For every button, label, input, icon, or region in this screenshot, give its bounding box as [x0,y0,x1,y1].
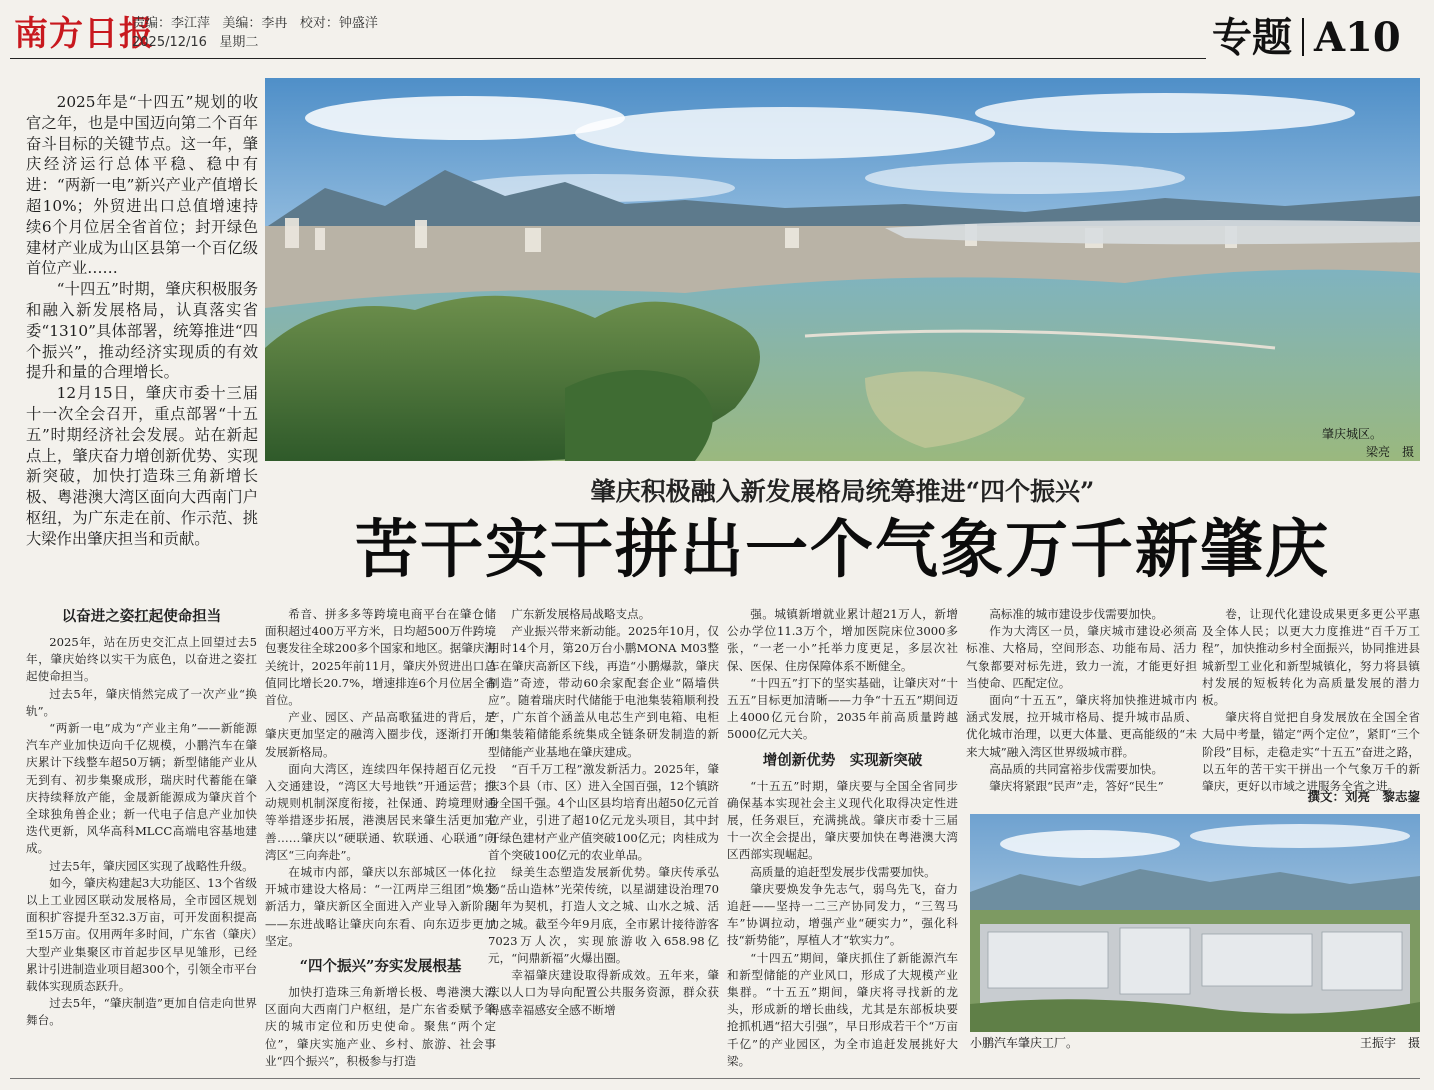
body-paragraph: 2025年，站在历史交汇点上回望过去5年，肇庆始终以实干为底色，以奋进之姿扛起使命担当。 [26,635,257,684]
body-paragraph: “十四五”打下的坚实基础，让肇庆对“十五五”目标更加清晰——力争“十五五”期间迈上4000亿元台阶，2035年前高质量跨越5000亿元大关。 [727,675,958,742]
article-byline: 撰文：刘亮 黎志鋆 [1307,789,1420,804]
body-paragraph: 高质量的追赶型发展步伐需要加快。 [750,864,936,879]
factory-caption [970,1034,1420,1052]
newspaper-logo: 南方日报 [14,14,154,54]
section-heading: “四个振兴”夯实发展根基 [299,958,462,976]
date-line [132,33,378,52]
body-paragraph: 作为大湾区一员，肇庆城市建设必须高标准、大格局，空间形态、功能布局、活力气象都要对标先进，致力一流，才能更好担当使命、匹配定位。 [966,624,1197,690]
article-column-5 [966,606,1197,806]
article-column-2 [265,606,496,1070]
body-paragraph: 过去5年，“肇庆制造”更加自信走向世界舞台。 [26,996,257,1028]
body-paragraph: 过去5年，肇庆悄然完成了一次产业“换轨”。 [26,686,257,718]
body-paragraph: 加快打造珠三角新增长极、粤港澳大湾区面向大西南门户枢纽，是广东省委赋予肇庆的城市定位和历史使命。聚焦“两个定位”，肇庆实施产业、乡村、旅游、社会事业“四个振兴”，积极参与打造 [265,985,496,1068]
section-name: 专题 [1212,14,1292,61]
factory-photo [970,814,1420,1032]
lead-paragraph: “十四五”时期，肇庆积极服务和融入新发展格局，认真落实省委“1310”具体部署，统筹推进“四个振兴”，推动经济实现质的有效提升和量的合理增长。 [26,280,258,382]
factory-caption-text: 小鹏汽车肇庆工厂。 [970,1036,1079,1050]
body-paragraph: 过去5年，肇庆园区实现了战略性升级。 [49,858,254,873]
section-label [1212,14,1401,62]
body-paragraph: 绿美生态塑造发展新优势。肇庆传承弘扬“岳山造林”光荣传统，以星湖建设治理70周年为契机，打造人文之城、山水之城、活力之城。截至今年9月底，全市累计接待游客7023万人次，实现旅游收入658.98亿元，“问鼎新福”火爆出圈。 [488,865,719,966]
factory-caption-credit: 王振宇 摄 [1359,1036,1420,1050]
masthead-rule [10,58,1206,59]
section-heading: 增创新优势 实现新突破 [762,751,923,769]
proofreader: 校对：钟盛洋 [299,16,378,31]
article-column-6 [1202,606,1420,806]
page-number: A10 [1314,14,1401,61]
art-editor: 美编：李冉 [222,16,288,31]
section-divider [1302,18,1304,56]
body-paragraph: 如今，肇庆构建起3大功能区、13个省级以上工业园区联动发展格局，全市园区规划面积扩容提升至32.3万亩，可开发面积提高至15万亩。仅用两年多时间，广东省（肇庆）大型产业集聚区市首起步区早见雏形，已经累计引进制造业项目超300个，引领全市平台载体实现质态跃升。 [26,875,257,994]
hero-caption [1322,425,1414,461]
issue-date: 2025/12/16 [132,35,207,50]
body-paragraph: 高标准的城市建设步伐需要加快。 [989,607,1164,621]
staff-line [132,14,378,33]
body-paragraph: “十五五”时期，肇庆要与全国全省同步确保基本实现社会主义现代化取得决定性进展，任务艰巨，充满挑战。肇庆市委十三届十一次全会提出，肇庆要加快在粤港澳大湾区西部实现崛起。 [727,778,958,862]
editor: 责编：李江萍 [132,16,211,31]
body-paragraph: “两新一电”成为“产业主角”——新能源汽车产业加快迈向千亿规模，小鹏汽车在肇庆累计下线整车超50万辆；新型储能产业从无到有、初步集聚成形，瑞庆时代蓄能在肇庆持续释放产能，金晟新能源成为肇庆首个全球独角兽企业；新一代电子信息产业加快迭代更新，风华高科MLCC高端电容基地建成。 [26,721,257,856]
body-paragraph: 面向“十五五”，肇庆将加快推进城市内涵式发展，拉开城市格局、提升城市品质、优化城市治理，以更大体量、更高能级的“未来大城”融入湾区世界级城市群。 [966,693,1197,759]
article-column-4 [727,606,958,1070]
sub-headline: 肇庆积极融入新发展格局统筹推进“四个振兴” [590,477,1095,506]
body-paragraph: 肇庆将紧跟“民声”走，答好“民生” [989,779,1164,794]
article-column-1 [26,606,257,1030]
body-paragraph: 产业、园区、产品高歌猛进的背后，是肇庆更加坚定的融湾入圈步伐，逐渐打开的发展新格局。 [265,710,496,759]
lead-paragraph: 12月15日，肇庆市委十三届十一次全会召开，重点部署“十五五”时期经济社会发展。站在新起点上，肇庆奋力增创新优势、实现新突破，加快打造珠三角新增长极、粤港澳大湾区面向大西南门户枢纽，为广东走在前、作示范、挑大梁作出肇庆担当和贡献。 [26,384,258,548]
body-paragraph: 面向大湾区，连续四年保持超百亿元投入交通建设，“湾区大号地铁”开通运营；推动规则机制深度衔接，社保通、跨境理财通等举措逐步拓展，港澳居民来肇生活更加完善……肇庆以“硬联通、软联通、心联通”向湾区“三向奔赴”。 [265,761,496,862]
main-headline: 苦干实干拼出一个气象万千新肇庆 [355,512,1330,586]
hero-caption-credit: 梁亮 摄 [1366,445,1415,459]
body-paragraph: “十四五”期间，肇庆抓住了新能源汽车和新型储能的产业风口，形成了大规模产业集群。“十五五”期间，肇庆将寻找新的龙头，形成新的增长曲线，尤其是东部板块要抢抓机遇“招大引强”，早日形成若干个“万亩千亿”的产业园区，为全市追赶发展挑好大梁。 [727,950,958,1068]
body-paragraph: 在城市内部，肇庆以东部城区一体化拉开城市建设大格局：“一江两岸三组团”焕发新活力，肇庆新区全面进入产业导入新阶段——东进战略让肇庆向东看、向东迈步更加坚定。 [265,865,496,948]
body-paragraph: 广东新发展格局战略支点。 [511,607,651,621]
page-bottom-rule [10,1078,1420,1079]
section-heading: 以奋进之姿扛起使命担当 [61,608,222,625]
lead-text [26,92,258,550]
body-paragraph: 强。城镇新增就业累计超21万人，新增公办学位11.3万个，增加医院床位3000多张，“一老一小”托举力度更足，多层次社保、医保、住房保障体系不断健全。 [727,607,958,673]
hero-photo [265,78,1420,461]
lead-paragraph: 2025年是“十四五”规划的收官之年，也是中国迈向第二个百年奋斗目标的关键节点。这一年，肇庆经济运行总体平稳、稳中有进：“两新一电”新兴产业产值增长超10%；外贸进出口总值增速持续6个月位居全省首位；封开绿色建材产业成为山区县第一个百亿级首位产业…… [26,93,258,278]
hero-caption-text: 肇庆城区。 [1322,427,1383,441]
body-paragraph: “百千万工程”激发新活力。2025年，肇庆3个县（市、区）进入全国百强，12个镇跻身全国千强。4个山区县均培育出超50亿元首位产业，引进了超10亿元龙头项目，其中封开绿色建材产业产值突破100亿元；肉桂成为首个突破100亿元的农业单品。 [488,761,719,862]
article-column-3 [488,606,719,1019]
body-paragraph: 产业振兴带来新动能。2025年10月，仅用时14个月，第20万台小鹏MONA M03整车在肇庆高新区下线，再造“小鹏爆款，肇庆制造”奇迹，带动60余家配套企业“隔墙供应”。随着瑞庆时代储能于电池集装箱顺利投产，广东首个涵盖从电芯生产到电箱、电柜和集装箱储能系统集成全链条研发制造的新型储能产业基地在肇庆建成。 [488,624,719,759]
body-paragraph: 希音、拼多多等跨境电商平台在肇仓储面积超过400万平方米，日均超500万件跨境包裹发往全球200多个国家和地区。据肇庆海关统计，2025年前11月，肇庆外贸进出口总值同比增长20.7%，增速排连6个月位居全省首位。 [265,607,496,708]
body-paragraph: 幸福肇庆建设取得新成效。五年来，肇庆以人口为导向配置公共服务资源，群众获得感幸福感安全感不断增 [488,968,719,1017]
body-paragraph: 肇庆将自觉把自身发展放在全国全省大局中考量，锚定“两个定位”，紧盯“三个阶段”目标，走稳走实“十五五”奋进之路，以五年的苦干实干拼出一个气象万千的新肇庆，更好以市域之进服务全省之进。 [1202,710,1420,794]
body-paragraph: 卷，让现代化建设成果更多更公平惠及全体人民；以更大力度推进“百千万工程”，加快推动乡村全面振兴，协同推进县城新型工业化和新型城镇化，努力将县镇村发展的短板转化为高质量发展的潜力板。 [1202,607,1420,708]
masthead-meta [132,14,378,52]
body-paragraph: 高品质的共同富裕步伐需要加快。 [989,761,1164,776]
body-paragraph: 肇庆要焕发争先志气，弱鸟先飞，奋力追赶——坚持一二三产协同发力，“三驾马车”协调拉动，增强产业“硬实力”，强化科技“新势能”，厚植人才“软实力”。 [727,881,958,948]
issue-weekday: 星期二 [219,35,259,50]
